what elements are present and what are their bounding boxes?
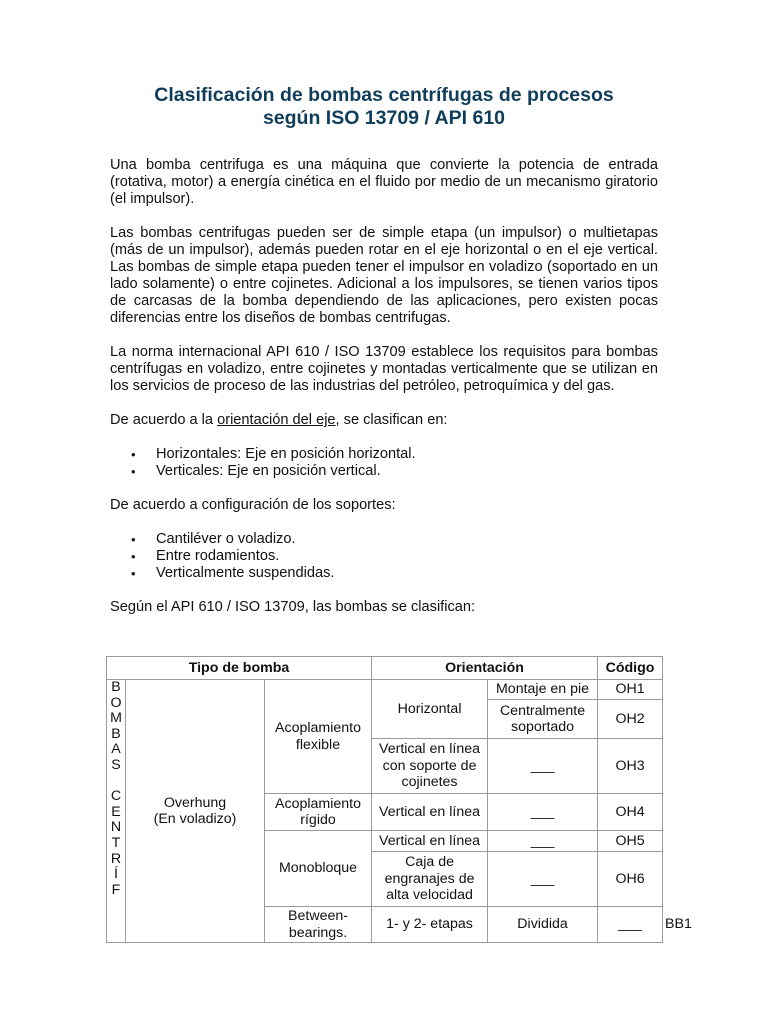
paragraph-stages: Las bombas centrifugas pueden ser de simple etapa (un impulsor) o multietapas (más de un impulsor), además pueden rotar en el eje horizontal o en el eje vertical. Las bombas de simple etapa pueden tener el impulsor en voladizo (soportado en un lado solamente) o entre cojinetes. Adicional a los impulsores, se tienen varios tipos de carcasas de la bomba dependiendo de las aplicaciones, pero existen pocas diferencias entre los diseños de bombas centrifugas.	[110, 225, 658, 326]
header-orientation: Orientación	[372, 657, 598, 680]
cell-flexible-coupling: Acoplamiento flexible	[265, 680, 372, 794]
paragraph-orientation-intro: De acuerdo a la orientación del eje, se clasifican en:	[110, 412, 448, 428]
cell-foot-mount: Montaje en pie	[488, 680, 598, 700]
cell-code-oh3: OH3	[598, 739, 663, 794]
list-item: • Verticalmente suspendidas.	[110, 565, 658, 582]
cell-code-oh4: OH4	[598, 794, 663, 831]
list-item: • Horizontales: Eje en posición horizontal.	[110, 446, 658, 463]
cell-rigid-coupling: Acoplamiento rígido	[265, 794, 372, 831]
orientation-list	[110, 446, 658, 480]
list-item: • Cantiléver o voladizo.	[110, 531, 658, 548]
table-header-row	[107, 657, 663, 680]
paragraph-definition: Una bomba centrifuga es una máquina que convierte la potencia de entrada (rotativa, motor) a energía cinética en el fluido por medio de un mecanismo giratorio (el impulsor).	[110, 157, 658, 207]
table-row	[107, 680, 663, 700]
cell-vertical-bearing: Vertical en línea con soporte de cojinetes	[372, 739, 488, 794]
list-item: • Entre rodamientos.	[110, 548, 658, 565]
cell-dash: ___	[488, 831, 598, 852]
cell-code-oh6: OH6	[598, 852, 663, 907]
paragraph-supports-intro: De acuerdo a configuración de los soportes:	[110, 497, 396, 513]
cell-overhung: Overhung (En voladizo)	[126, 680, 265, 943]
paragraph-classification-intro: Según el API 610 / ISO 13709, las bombas se clasifican:	[110, 599, 476, 615]
cell-vertical-inline-2: Vertical en línea	[372, 831, 488, 852]
cell-horizontal: Horizontal	[372, 680, 488, 739]
orientation-link[interactable]: orientación del eje	[217, 412, 336, 428]
cell-centerline: Centralmente soportado	[488, 700, 598, 739]
paragraph-standard: La norma internacional API 610 / ISO 13709 establece los requisitos para bombas centrífugas en voladizo, entre cojinetes y montadas verticalmente que se utilizan en los servicios de proceso de las industrias del petróleo, petroquímica y del gas.	[110, 344, 658, 394]
title-line-1: Clasificación de bombas centrífugas de procesos	[154, 84, 614, 106]
cell-monoblock: Monobloque	[265, 831, 372, 907]
cell-dash: ___	[488, 739, 598, 794]
side-label-vertical: B O M B A S C E N T R Í F	[107, 680, 126, 943]
cell-code-oh2: OH2	[598, 700, 663, 739]
cell-dash: ___	[488, 794, 598, 831]
supports-list	[110, 531, 658, 582]
cell-gearbox: Caja de engranajes de alta velocidad	[372, 852, 488, 907]
list-item: • Verticales: Eje en posición vertical.	[110, 463, 658, 480]
pump-classification-table	[106, 656, 692, 943]
cell-stages: 1- y 2- etapas	[372, 907, 488, 943]
cell-dash: ___	[598, 907, 663, 943]
cell-code-oh1: OH1	[598, 680, 663, 700]
cell-between-bearings: Between-bearings.	[265, 907, 372, 943]
cell-vertical-inline: Vertical en línea	[372, 794, 488, 831]
page-title	[110, 84, 658, 130]
header-code: Código	[598, 657, 663, 680]
cell-code-oh5: OH5	[598, 831, 663, 852]
cell-dash: ___	[488, 852, 598, 907]
table-row: Between-bearings. 1- y 2- etapas Dividida ___ BB1	[107, 907, 663, 943]
title-line-2: según ISO 13709 / API 610	[262, 107, 506, 129]
cell-split: Dividida	[488, 907, 598, 943]
document-body	[110, 84, 658, 616]
header-type: Tipo de bomba	[107, 657, 372, 680]
